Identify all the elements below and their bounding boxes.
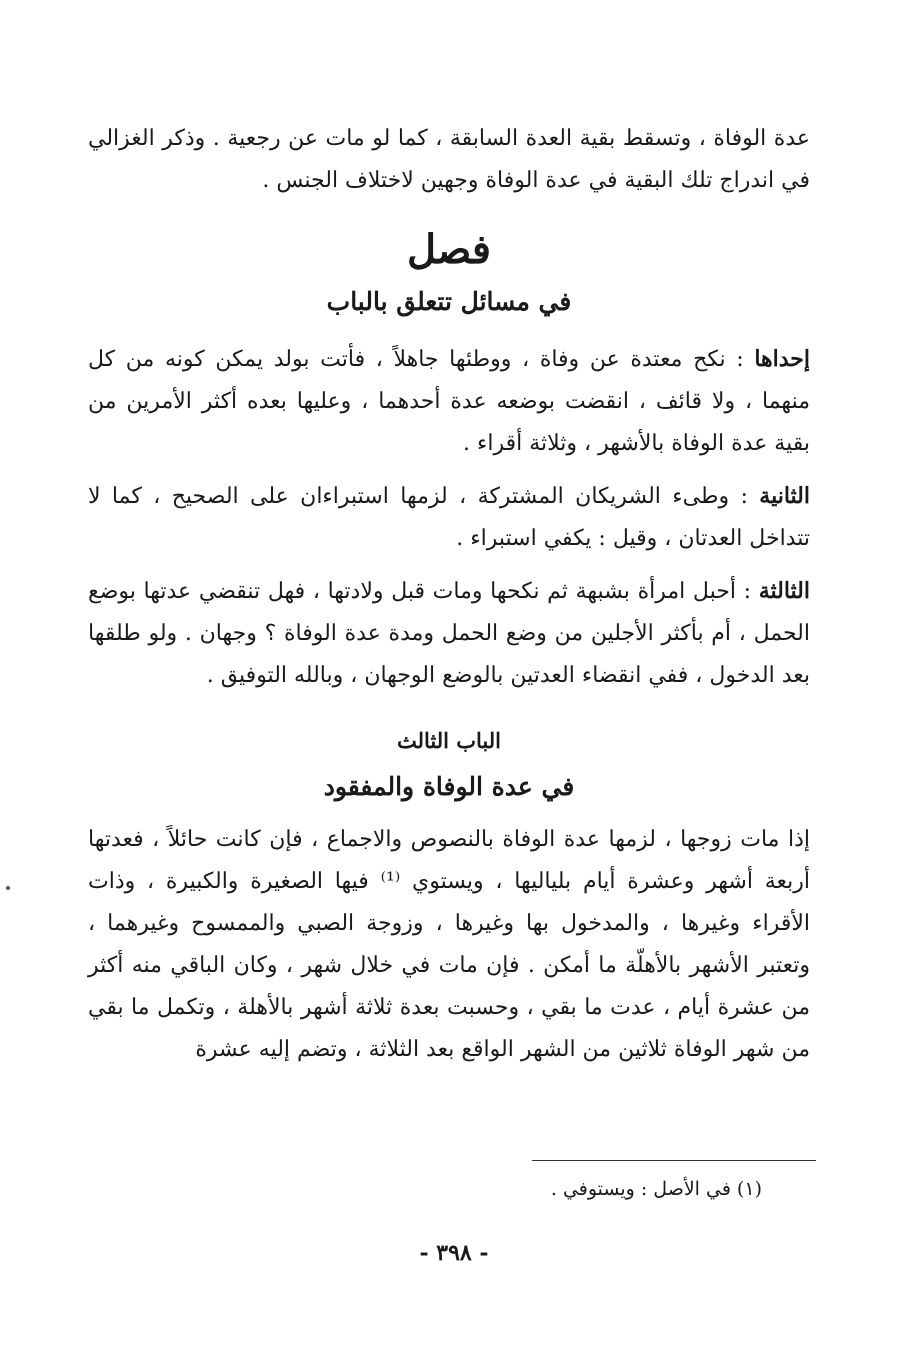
section-subtitle: في مسائل تتعلق بالباب xyxy=(326,287,572,316)
issue-paragraph-1 xyxy=(88,338,810,465)
page-number: - ٣٩٨ - xyxy=(419,1240,489,1266)
issue-paragraph-3 xyxy=(88,570,810,697)
intro-paragraph: عدة الوفاة ، وتسقط بقية العدة السابقة ، كما لو مات عن رجعية . وذكر الغزالي في اندراج تلك البقية في عدة الوفاة وجهين لاختلاف الجنس . xyxy=(88,126,810,193)
footnote: (١) في الأصل : ويستوفي . xyxy=(550,1178,762,1200)
chapter-title: الباب الثالث xyxy=(396,728,502,753)
issue-text-2: : وطىء الشريكان المشتركة ، لزمها استبراءان على الصحيح ، كما لا تتداخل العدتان ، وقيل : يكفي استبراء . xyxy=(88,484,810,551)
issue-lead-1: إحداها xyxy=(754,346,810,372)
issue-lead-2: الثانية xyxy=(759,483,810,509)
page-body xyxy=(88,118,810,1071)
issue-paragraph-2 xyxy=(88,475,810,560)
issue-text-3: : أحبل امرأة بشبهة ثم نكحها ومات قبل ولادتها ، فهل تنقضي عدتها بوضع الحمل ، أم بأكثر الأجلين من وضع الحمل ومدة عدة الوفاة ؟ وجهان . ولو طلقها بعد الدخول ، ففي انقضاء العدتين بالوضع الوجهان ، وبالله التوفيق . xyxy=(88,579,810,688)
section-title: فصل xyxy=(406,226,492,273)
issue-text-1: : نكح معتدة عن وفاة ، ووطئها جاهلاً ، فأتت بولد يمكن كونه من كل منهما ، ولا قائف ، انقضت بوضعه عدة أحدهما ، وعليها بعده أكثر الأمرين من بقية عدة الوفاة بالأشهر ، وثلاثة أقراء . xyxy=(88,347,810,456)
chapter-subtitle: في عدة الوفاة والمفقود xyxy=(323,772,575,801)
footnote-divider xyxy=(532,1160,816,1161)
issue-lead-3: الثالثة xyxy=(758,578,810,604)
chapter-paragraph: إذا مات زوجها ، لزمها عدة الوفاة بالنصوص والاجماع ، فإن كانت حائلاً ، فعدتها أربعة أشهر وعشرة أيام بلياليها ، ويستوي ⁽¹⁾ فيها الصغيرة والكبيرة ، وذات الأقراء وغيرها ، والمدخول بها وغيرها ، وزوجة الصبي والممسوح وغيرهما ، وتعتبر الأشهر بالأهلّة ما أمكن . فإن مات في خلال شهر ، وكان الباقي منه أكثر من عشرة أيام ، عدت ما بقي ، وحسبت بعدة ثلاثة أشهر بالأهلة ، وتكمل ما بقي من شهر الوفاة ثلاثين من الشهر الواقع بعد الثلاثة ، وتضم إليه عشرة xyxy=(88,827,810,1062)
margin-speck xyxy=(6,886,10,890)
